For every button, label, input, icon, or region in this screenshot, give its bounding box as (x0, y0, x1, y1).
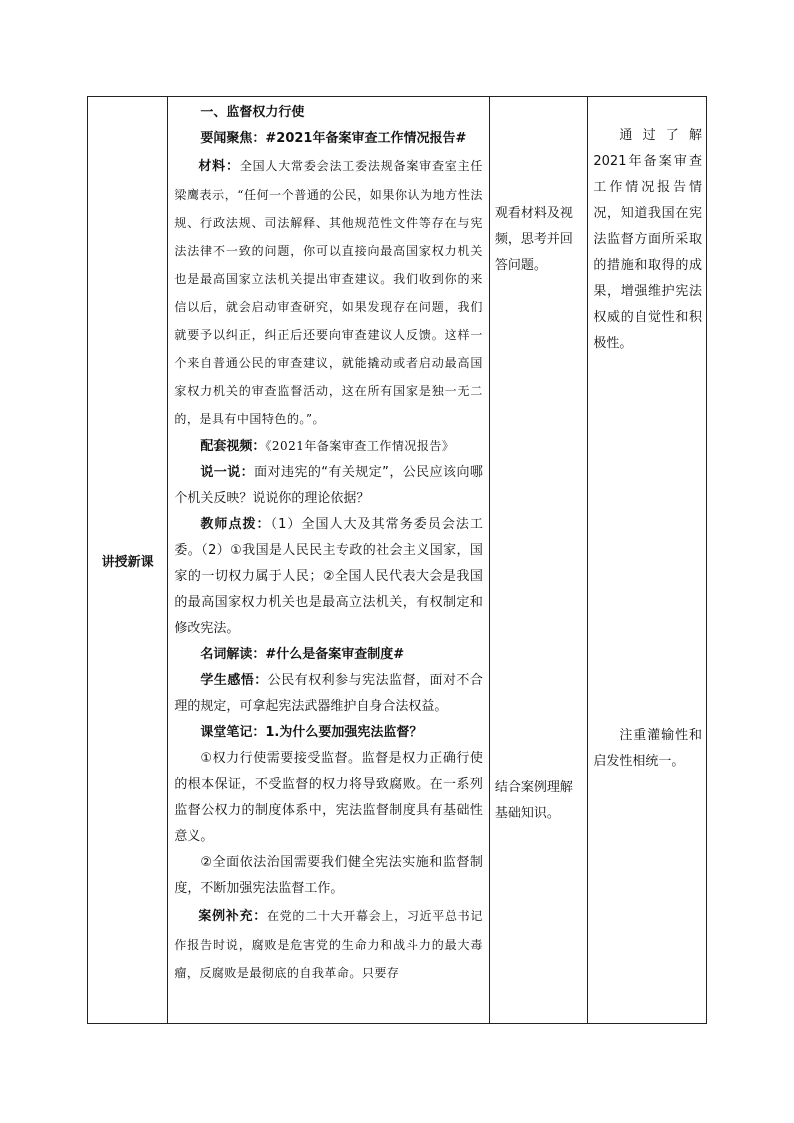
material-text: 全国人大常委会法工委法规备案审查室主任梁鹰表示，“任何一个普通的公民，如果你认为地方性法规、行政法规、司法解释、其他规范性文件等存在与宪法法律不一致的问题，你可以直接向最高国家权力机关也是最高国家立法机关提出审查建议。我们收到你的来信以后，就会启动审查研究，如果发现存在问题，我们就要予以纠正，纠正后还要向审查建议人反馈。这样一个来自普通公民的审查建议，就能撬动或者启动最高国家权力机关的审查监督活动，这在所有国家是独一无二的，是具有中国特色的。”。 (174, 159, 483, 426)
content-cell (168, 97, 490, 1024)
point-2: ②全面依法治国需要我们健全宪法实施和监督制度，不断加强宪法监督工作。 (174, 855, 483, 896)
news-label: 要闻聚焦： (200, 131, 266, 146)
intent-cell (588, 97, 707, 1024)
stage-cell (88, 97, 168, 1024)
teaching-content (168, 97, 489, 987)
stage-label: 讲授新课 (101, 554, 154, 570)
term-title: #什么是备案审查制度# (265, 647, 405, 662)
feeling-text: 公民有权利参与宪法监督，面对不合理的规定，可拿起宪法武器维护自身合法权益。 (174, 673, 483, 714)
activity-2 (495, 775, 583, 827)
video-text: 《2021年备案审查工作情况报告》 (265, 439, 455, 453)
lesson-plan-table (87, 96, 707, 1024)
teacher-label: 教师点拨： (200, 517, 271, 532)
term-label: 名词解读： (200, 647, 266, 662)
say-text: 面对违宪的“有关规定”，公民应该向哪个机关反映？说说你的理论依据？ (174, 465, 483, 506)
intent-2-text: 注重灌输性和启发性相统一。 (593, 728, 702, 769)
intent-2 (593, 723, 702, 775)
activity-2-text: 结合案例理解基础知识。 (494, 780, 573, 821)
point-1: ①权力行使需要接受监督。监督是权力正确行使的根本保证，不受监督的权力将导致腐败。在一系列监督公权力的制度体系中，宪法监督制度具有基础性意义。 (174, 751, 483, 844)
case-text: 在党的二十大开幕会上，习近平总书记作报告时说，腐败是危害党的生命力和战斗力的最大毒瘤，反腐败是最彻底的自我革命。只要存 (174, 909, 483, 980)
section-heading: 一、监督权力行使 (200, 105, 305, 120)
news-title: #2021年备案审查工作情况报告# (265, 131, 467, 146)
material-label: 材料： (198, 159, 240, 174)
activity-1 (495, 201, 583, 279)
case-label: 案例补充： (198, 909, 267, 924)
feeling-label: 学生感悟： (200, 673, 268, 688)
notes-title: 1.为什么要加强宪法监督？ (265, 725, 423, 740)
activity-cell (489, 97, 587, 1024)
video-label: 配套视频： (200, 439, 266, 454)
teacher-text: （1）全国人大及其常务委员会法工委。（2）①我国是人民民主专政的社会主义国家，国家的一切权力属于人民；②全国人民代表大会是我国的最高国家权力机关也是最高立法机关，有权制定和修改宪法。 (174, 517, 483, 636)
say-label: 说一说： (200, 465, 255, 480)
notes-label: 课堂笔记： (200, 725, 266, 740)
intent-1-text: 通过了解2021年备案审查工作情况报告情况，知道我国在宪法监督方面所采取的措施和取得的成果，增强维护宪法权威的自觉性和积极性。 (593, 128, 702, 351)
table-row (88, 97, 707, 1024)
intent-1 (593, 123, 702, 357)
activity-1-text: 观看材料及视频，思考并回答问题。 (494, 206, 573, 273)
